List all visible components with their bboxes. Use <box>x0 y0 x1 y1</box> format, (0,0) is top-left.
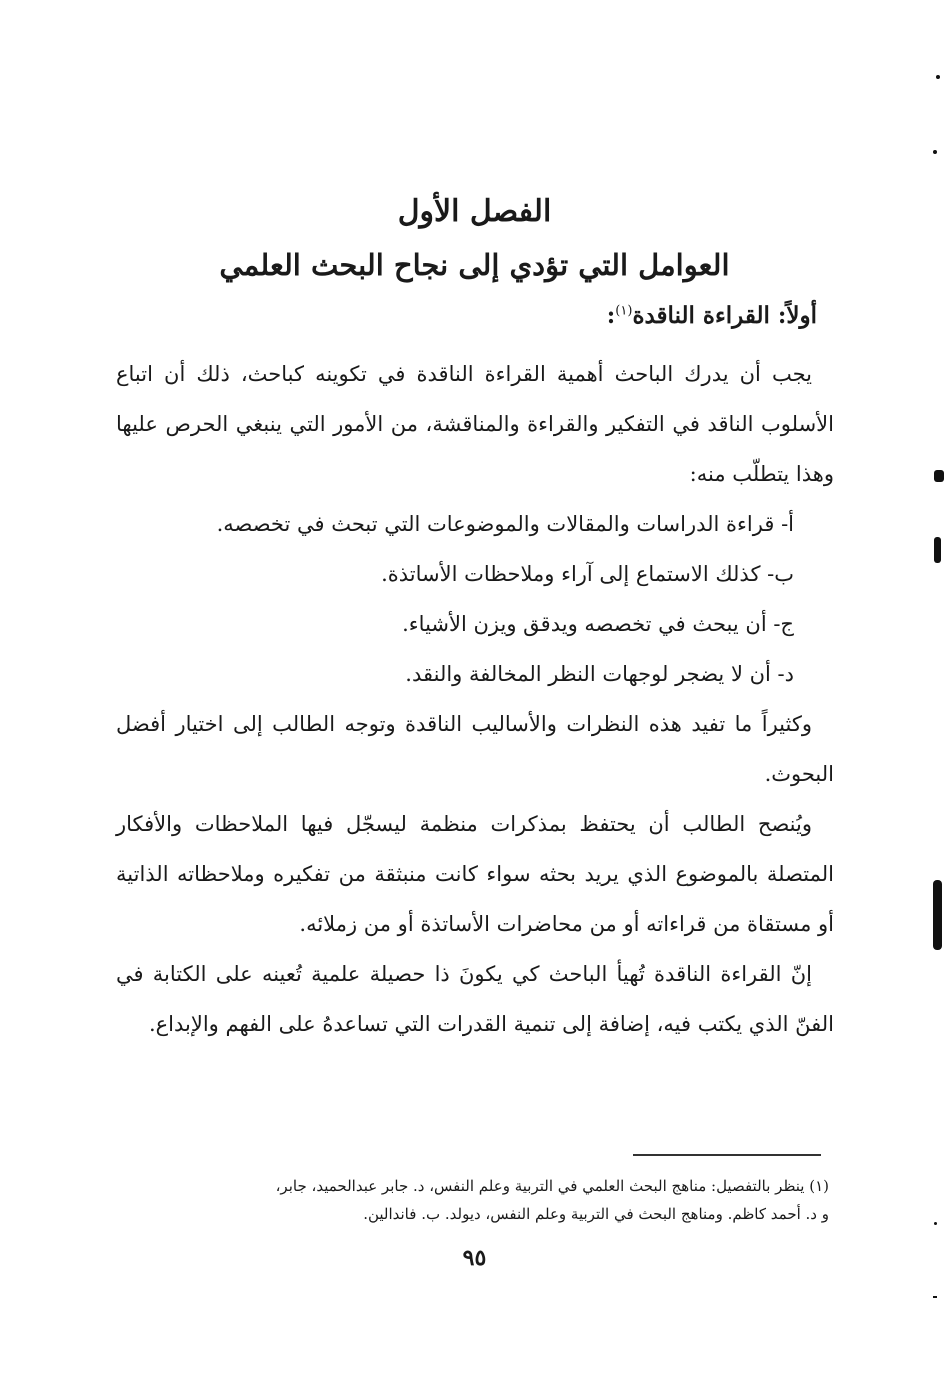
list-item-b: ب- كذلك الاستماع إلى آراء وملاحظات الأساتذة. <box>381 562 794 586</box>
footnote <box>119 1172 829 1228</box>
section-heading <box>607 302 817 329</box>
footnote-reference: (١) <box>615 303 633 319</box>
scan-mark <box>933 1296 937 1298</box>
scan-mark <box>933 880 942 950</box>
footnote-divider <box>633 1154 821 1156</box>
section-heading-colon: : <box>606 302 616 329</box>
list-item-c: ج- أن يبحث في تخصصه ويدقق ويزن الأشياء. <box>402 612 794 636</box>
chapter-title: الفصل الأول <box>397 194 552 229</box>
footnote-line-2: و د. أحمد كاظم. ومناهج البحث في التربية وعلم النفس، ديولد. ب. فاندالين. <box>363 1205 829 1223</box>
main-title: العوامل التي تؤدي إلى نجاح البحث العلمي <box>219 248 730 282</box>
paragraph-intro: يجب أن يدرك الباحث أهمية القراءة الناقدة في تكوينه كباحث، ذلك أن اتباع الأسلوب الناقد في التفكير والقراءة والمناقشة، من الأمور التي ينبغي الحرص عليها وهذا يتطلّب منه: <box>116 362 834 486</box>
list-item-d: د- أن لا يضجر لوجهات النظر المخالفة والنقد. <box>405 662 794 686</box>
footnote-line-1: (١) ينظر بالتفصيل: مناهج البحث العلمي في التربية وعلم النفس، د. جابر عبدالحميد، جابر، <box>275 1177 829 1195</box>
section-heading-text: أولاً: القراءة الناقدة <box>632 302 817 329</box>
scan-mark <box>933 150 937 154</box>
scan-mark <box>934 537 941 563</box>
scan-mark <box>934 1222 937 1225</box>
body-text <box>116 349 834 1049</box>
paragraph-4: إنّ القراءة الناقدة تُهيأ الباحث كي يكونَ ذا حصيلة علمية تُعينه على الكتابة في الفنّ الذي يكتب فيه، إضافة إلى تنمية القدرات التي تساعدهُ على الفهم والإبداع. <box>116 962 834 1036</box>
list-item-a: أ- قراءة الدراسات والمقالات والموضوعات التي تبحث في تخصصه. <box>216 512 794 536</box>
paragraph-3: ويُنصح الطالب أن يحتفظ بمذكرات منظمة ليسجّل فيها الملاحظات والأفكار المتصلة بالموضوع الذي يريد بحثه سواء كانت منبثقة من تفكيره وملاحظاته الذاتية أو مستقاة من قراءاته أو من محاضرات الأساتذة أو من زملائه. <box>116 812 834 936</box>
paragraph-2: وكثيراً ما تفيد هذه النظرات والأساليب الناقدة وتوجه الطالب إلى اختيار أفضل البحوث. <box>116 712 834 786</box>
page-number: ٩٥ <box>462 1245 487 1271</box>
scan-mark <box>934 470 944 482</box>
scan-mark <box>936 75 940 79</box>
